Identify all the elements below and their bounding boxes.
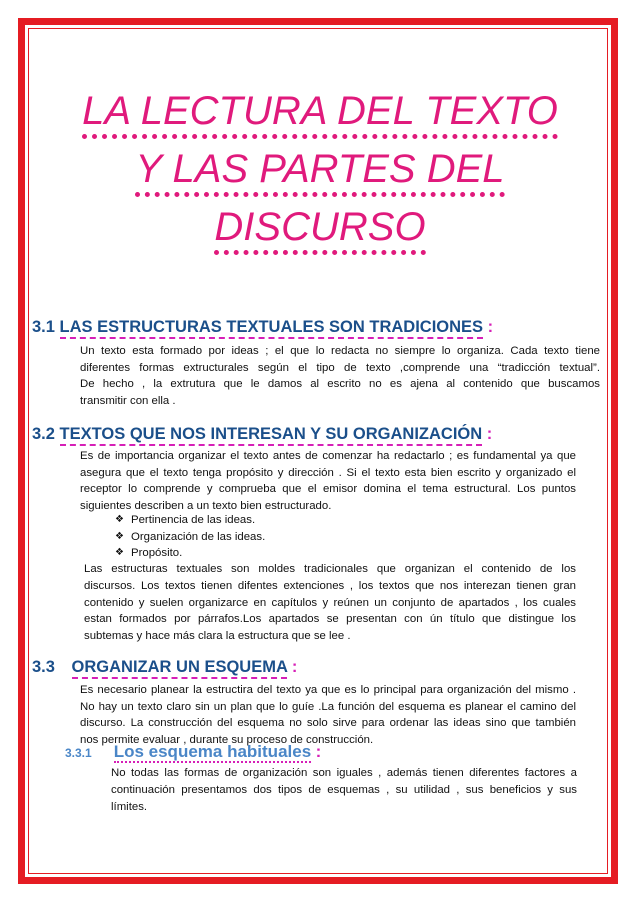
subsection-heading-3-3-1 bbox=[65, 742, 321, 762]
paragraph-line: No todas las formas de organización son iguales , además tienen diferentes factores a bbox=[111, 767, 577, 779]
title-line-3: DISCURSO bbox=[214, 204, 425, 255]
paragraph-line: estan formados por párrafos.Los apartados se presentan con ún título que distingue los bbox=[84, 613, 576, 626]
list-item: ❖ Propósito. bbox=[115, 545, 265, 562]
section-colon: : bbox=[486, 425, 493, 443]
paragraph-line: Es de importancia organizar el texto antes de comenzar ha redactarlo ; es fundamental ya que bbox=[80, 450, 576, 462]
paragraph-line: diferentes formas extructurales según el tipo de texto ,comprende una “tradicción textual”. bbox=[80, 361, 600, 374]
section-title: LAS ESTRUCTURAS TEXTUALES SON TRADICIONES bbox=[60, 318, 484, 339]
paragraph-line: subtemas y hace más clara la estructura que se lee . bbox=[84, 630, 351, 643]
subsection-number: 3.3.1 bbox=[65, 746, 92, 760]
section-number: 3.3 bbox=[32, 658, 55, 676]
section-heading-3-1 bbox=[32, 318, 493, 337]
subsection-paragraph bbox=[111, 765, 577, 817]
paragraph-line: nos permite evaluar , durante su proceso de construcción. bbox=[80, 733, 374, 746]
diamond-bullet-icon: ❖ bbox=[115, 530, 124, 542]
section-heading-3-3 bbox=[32, 658, 297, 677]
paragraph-line: receptor lo comprende y comprueba que el emisor domina el tema estructural. Los puntos bbox=[80, 483, 576, 496]
paragraph-line: Un texto esta formado por ideas ; el que lo redacta no siempre lo organiza. Cada texto tiene bbox=[80, 345, 600, 357]
document-title bbox=[60, 82, 580, 256]
title-line-1: LA LECTURA DEL TEXTO bbox=[82, 88, 558, 139]
section-3-1-paragraph bbox=[80, 343, 600, 409]
list-item: ❖ Pertinencia de las ideas. bbox=[115, 512, 265, 529]
paragraph-line: discurso. La construcción del esquema no solo sirve para ordenar las ideas sino que también bbox=[80, 717, 576, 730]
section-3-2-paragraph bbox=[80, 448, 576, 514]
paragraph-line: contenido y suelen organizarce en capítulos y reúnen un conjunto de apartados , los cuales bbox=[84, 596, 576, 609]
section-3-2-paragraph-2 bbox=[84, 561, 576, 645]
bullet-list bbox=[115, 512, 265, 562]
paragraph-line: Las estructuras textuales son moldes tradicionales que organizan el contenido de los bbox=[84, 563, 576, 575]
paragraph-line: transmitir con ella . bbox=[80, 394, 176, 407]
paragraph-line: asegura que el texto tenga propósito y dirección . Si el texto esta bien escrito y organizado el bbox=[80, 466, 576, 479]
section-colon: : bbox=[487, 318, 494, 336]
section-colon: : bbox=[291, 658, 298, 676]
paragraph-line: Es necesario planear la estructira del texto ya que es lo principal para organización del mismo . bbox=[80, 684, 576, 696]
section-number: 3.1 bbox=[32, 318, 55, 336]
section-title: TEXTOS QUE NOS INTERESAN Y SU ORGANIZACIÓN bbox=[60, 425, 483, 446]
diamond-bullet-icon: ❖ bbox=[115, 514, 124, 525]
subsection-colon: : bbox=[315, 742, 322, 761]
paragraph-line: No hay un texto claro sin un plan que lo guíe .La función del esquema es planear el camino del bbox=[80, 700, 576, 713]
paragraph-line: continuación presentamos dos tipos de esquemas , su utilidad , sus beneficios y sus bbox=[111, 784, 577, 797]
subsection-title: Los esquema habituales bbox=[113, 742, 312, 761]
paragraph-line: siguientes describen a un texto bien estructurado. bbox=[80, 499, 332, 512]
section-number: 3.2 bbox=[32, 425, 55, 443]
paragraph-line: límites. bbox=[111, 801, 148, 814]
paragraph-line: discursos. Los textos tienen difentes extenciones , los textos que nos interezan tienen gran bbox=[84, 579, 576, 592]
paragraph-line: De hecho , la extrutura que le damos al escrito no es ajena al contenido que buscamos bbox=[80, 378, 600, 391]
diamond-bullet-icon: ❖ bbox=[115, 547, 124, 558]
section-heading-3-2 bbox=[32, 425, 492, 444]
title-line-2: Y LAS PARTES DEL bbox=[135, 146, 504, 197]
list-item: ❖ Organización de las ideas. bbox=[115, 529, 265, 546]
section-3-3-paragraph bbox=[80, 682, 576, 748]
section-title: ORGANIZAR UN ESQUEMA bbox=[72, 658, 288, 679]
